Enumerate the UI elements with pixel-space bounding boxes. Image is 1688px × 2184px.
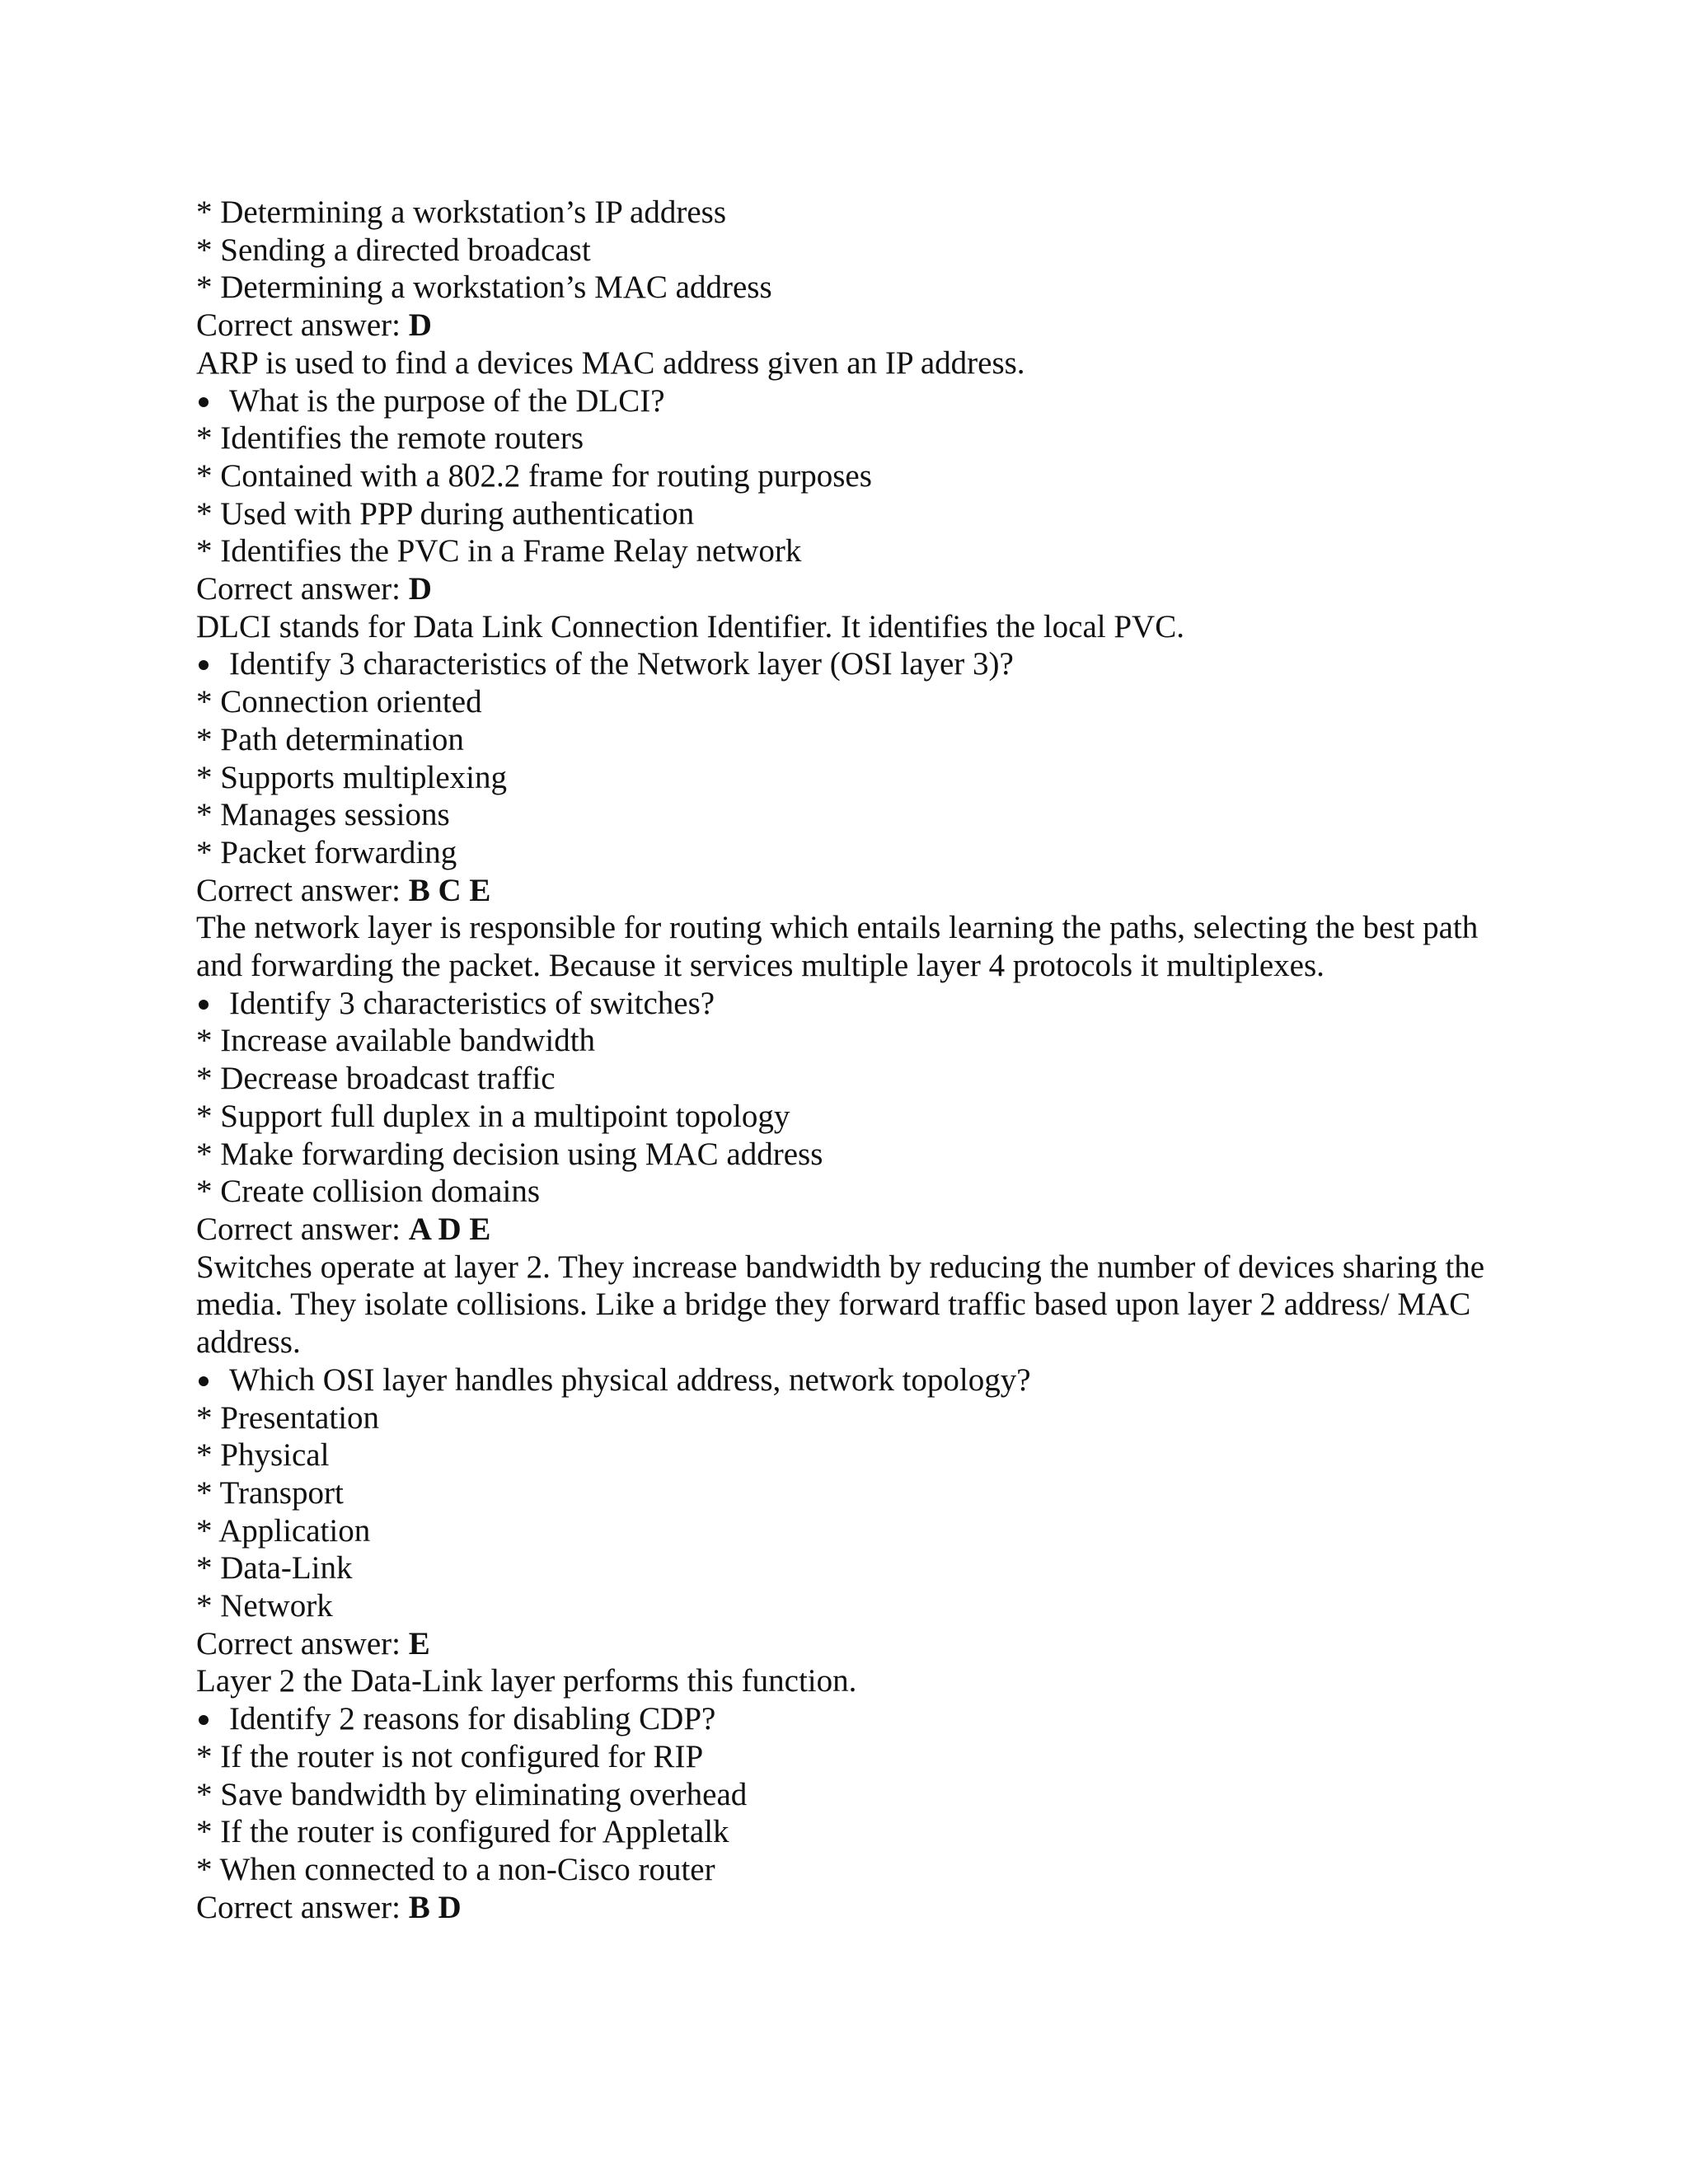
option: * Connection oriented: [196, 684, 482, 720]
option: * Network: [196, 1588, 333, 1624]
option: * When connected to a non-Cisco router: [196, 1851, 715, 1887]
answer-label: Correct answer:: [196, 1211, 409, 1247]
question-text: Identify 3 characteristics of switches?: [229, 985, 715, 1021]
question-text: Which OSI layer handles physical address, network topology?: [229, 1361, 1031, 1398]
option: * Decrease broadcast traffic: [196, 1061, 556, 1097]
answer-value: B D: [408, 1889, 462, 1925]
option: * Supports multiplexing: [196, 759, 508, 795]
correct-answer: [196, 872, 1515, 910]
question-block: [196, 1361, 1515, 1700]
option: * Determining a workstation’s MAC address: [196, 269, 772, 306]
option: * Create collision domains: [196, 1174, 541, 1210]
question-block: [196, 382, 1515, 646]
option: * Application: [196, 1512, 371, 1549]
option: * Support full duplex in a multipoint topology: [196, 1098, 790, 1134]
option: * Make forwarding decision using MAC address: [196, 1136, 823, 1172]
option: * If the router is configured for Appletalk: [196, 1814, 729, 1850]
question: [196, 985, 1515, 1023]
option: * Increase available bandwidth: [196, 1023, 596, 1059]
explanation: The network layer is responsible for routing which entails learning the paths, selecting the best path and forwarding the packet. Because it services multiple layer 4 protocols it multiplexes.: [196, 910, 1479, 984]
option: * Sending a directed broadcast: [196, 232, 591, 268]
answer-label: Correct answer:: [196, 1625, 409, 1661]
option: * Presentation: [196, 1399, 380, 1436]
question: [196, 1700, 1515, 1738]
option: * Manages sessions: [196, 797, 450, 833]
question: [196, 1361, 1515, 1399]
question: [196, 645, 1515, 683]
option: * Identifies the remote routers: [196, 420, 584, 457]
option: * Physical: [196, 1437, 330, 1474]
correct-answer: [196, 1889, 1515, 1927]
bullet-icon: [199, 660, 209, 670]
explanation: Switches operate at layer 2. They increase bandwidth by reducing the number of devices sharing the media. They isolate collisions. Like a bridge they forward traffic based upon layer 2 address/ MAC address.: [196, 1249, 1485, 1361]
question-text: Identify 2 reasons for disabling CDP?: [229, 1701, 716, 1737]
question-text: What is the purpose of the DLCI?: [229, 382, 665, 419]
option: * Determining a workstation’s IP address: [196, 194, 727, 230]
question-block: [196, 1700, 1515, 1926]
explanation: Layer 2 the Data-Link layer performs this function.: [196, 1663, 857, 1699]
explanation: DLCI stands for Data Link Connection Identifier. It identifies the local PVC.: [196, 608, 1184, 644]
question-block: [196, 985, 1515, 1361]
question: [196, 382, 1515, 420]
document-page: [196, 194, 1515, 1926]
option: * Identifies the PVC in a Frame Relay network: [196, 533, 802, 569]
answer-value: A D E: [408, 1211, 491, 1247]
option: * Used with PPP during authentication: [196, 495, 695, 532]
option: * If the router is not configured for RIP: [196, 1738, 704, 1774]
explanation: ARP is used to find a devices MAC address given an IP address.: [196, 344, 1025, 381]
option: * Contained with a 802.2 frame for routing purposes: [196, 457, 872, 494]
option: * Path determination: [196, 721, 464, 757]
answer-value: D: [408, 571, 432, 607]
continued-question: [196, 194, 1515, 382]
answer-value: B C E: [408, 872, 491, 908]
bullet-icon: [199, 1376, 209, 1386]
question-text: Identify 3 characteristics of the Network layer (OSI layer 3)?: [229, 646, 1014, 682]
bullet-icon: [199, 1000, 209, 1010]
answer-label: Correct answer:: [196, 571, 409, 607]
answer-label: Correct answer:: [196, 307, 409, 344]
answer-value: E: [408, 1625, 430, 1661]
question-block: [196, 645, 1515, 984]
option: * Packet forwarding: [196, 834, 457, 870]
answer-label: Correct answer:: [196, 872, 409, 908]
bullet-icon: [199, 397, 209, 407]
correct-answer: [196, 1211, 1515, 1249]
correct-answer: [196, 307, 1515, 344]
answer-label: Correct answer:: [196, 1889, 409, 1925]
option: * Transport: [196, 1474, 344, 1511]
correct-answer: [196, 570, 1515, 608]
option: * Save bandwidth by eliminating overhead: [196, 1776, 748, 1812]
answer-value: D: [408, 307, 432, 344]
bullet-icon: [199, 1715, 209, 1725]
correct-answer: [196, 1625, 1515, 1663]
option: * Data-Link: [196, 1550, 353, 1586]
